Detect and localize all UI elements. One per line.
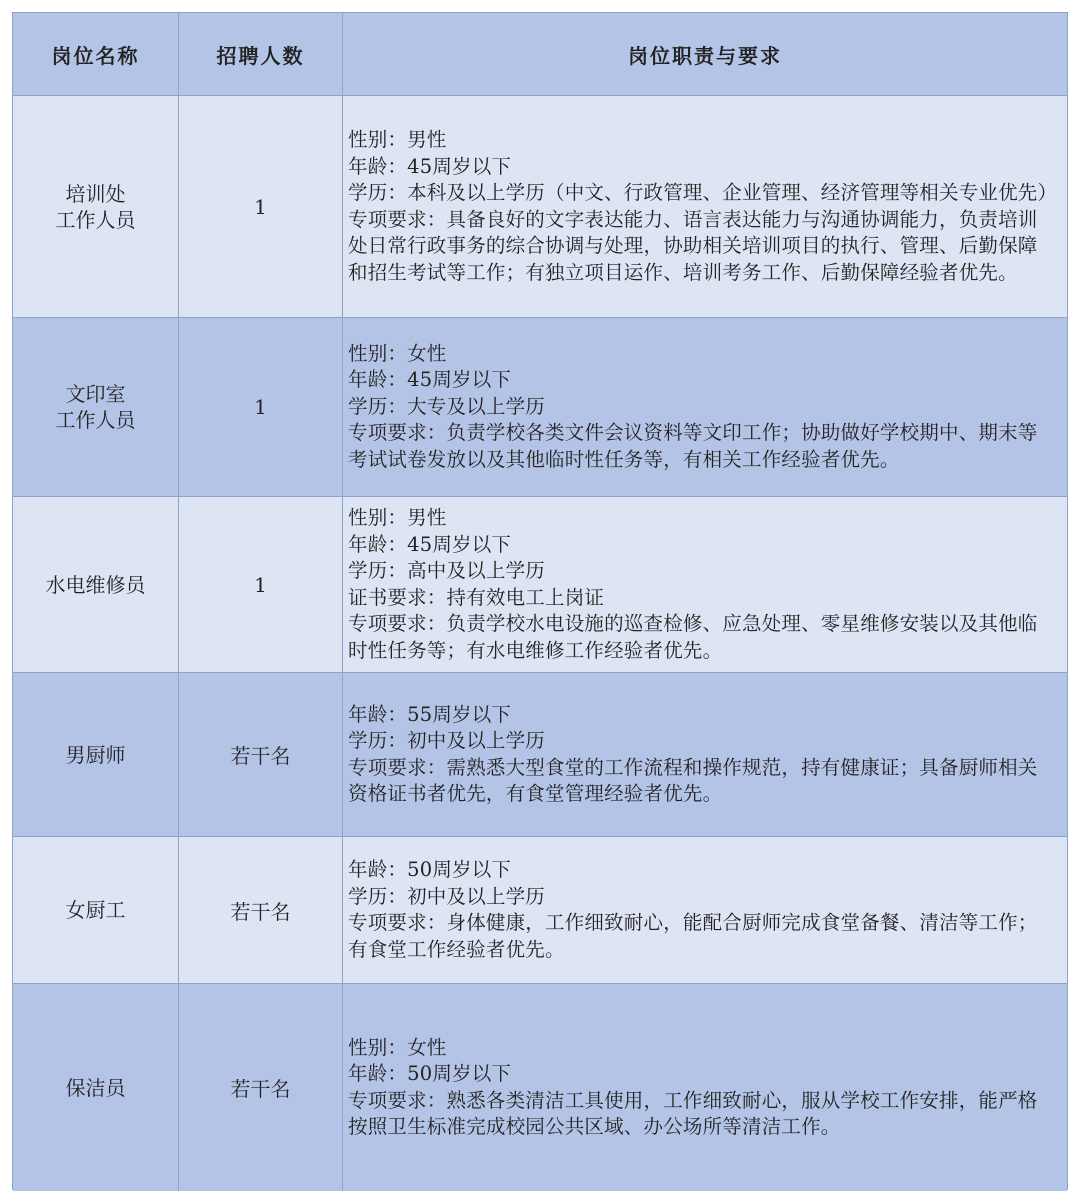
position-name: 女厨工	[13, 837, 179, 983]
duties-requirements: 性别：女性 年龄：45周岁以下 学历：大专及以上学历 专项要求：负责学校各类文件会议资料等文印工作；协助做好学校期中、期末等考试试卷发放以及其他临时性任务等，有相关工作经验者优先。	[348, 341, 1038, 471]
headcount: 若干名	[179, 984, 343, 1191]
table-header-row	[13, 13, 1067, 96]
duties-requirements: 年龄：50周岁以下 学历：初中及以上学历 专项要求：身体健康，工作细致耐心，能配合厨师完成食堂备餐、清洁等工作；有食堂工作经验者优先。	[348, 858, 1038, 961]
table-row	[13, 497, 1067, 673]
header-duties-requirements: 岗位职责与要求	[628, 43, 782, 68]
headcount: 若干名	[179, 837, 343, 983]
duties-requirements: 性别：男性 年龄：45周岁以下 学历：本科及以上学历（中文、行政管理、企业管理、经济管理等相关专业优先） 专项要求：具备良好的文字表达能力、语言表达能力与沟通协调能力，负责培训处日常行政事务的综合协调与处理，协助相关培训项目的执行、管理、后勤保障和招生考试等工作；有独立项目运作、培训考务工作、后勤保障经验者优先。	[348, 128, 1058, 284]
position-name: 培训处 工作人员	[13, 96, 179, 317]
position-name: 水电维修员	[13, 497, 179, 672]
position-name: 文印室 工作人员	[13, 318, 179, 496]
duties-requirements: 性别：男性 年龄：45周岁以下 学历：高中及以上学历 证书要求：持有效电工上岗证 专项要求：负责学校水电设施的巡查检修、应急处理、零星维修安装以及其他临时性任务等；有水电维修工作经验者优先。	[348, 506, 1038, 662]
header-position-name: 岗位名称	[13, 13, 179, 95]
headcount: 若干名	[179, 673, 343, 836]
position-name: 男厨师	[13, 673, 179, 836]
duties-requirements: 性别：女性 年龄：50周岁以下 专项要求：熟悉各类清洁工具使用，工作细致耐心，服从学校工作安排，能严格按照卫生标准完成校园公共区域、办公场所等清洁工作。	[348, 1035, 1038, 1138]
headcount: 1	[179, 497, 343, 672]
headcount: 1	[179, 318, 343, 496]
recruitment-table	[12, 12, 1068, 1190]
position-name: 保洁员	[13, 984, 179, 1191]
table-row	[13, 837, 1067, 984]
table-row	[13, 984, 1067, 1191]
duties-requirements: 年龄：55周岁以下 学历：初中及以上学历 专项要求：需熟悉大型食堂的工作流程和操作规范，持有健康证；具备厨师相关资格证书者优先，有食堂管理经验者优先。	[348, 702, 1038, 805]
table-row	[13, 96, 1067, 318]
headcount: 1	[179, 96, 343, 317]
header-headcount: 招聘人数	[179, 13, 343, 95]
table-row	[13, 318, 1067, 497]
table-row	[13, 673, 1067, 837]
